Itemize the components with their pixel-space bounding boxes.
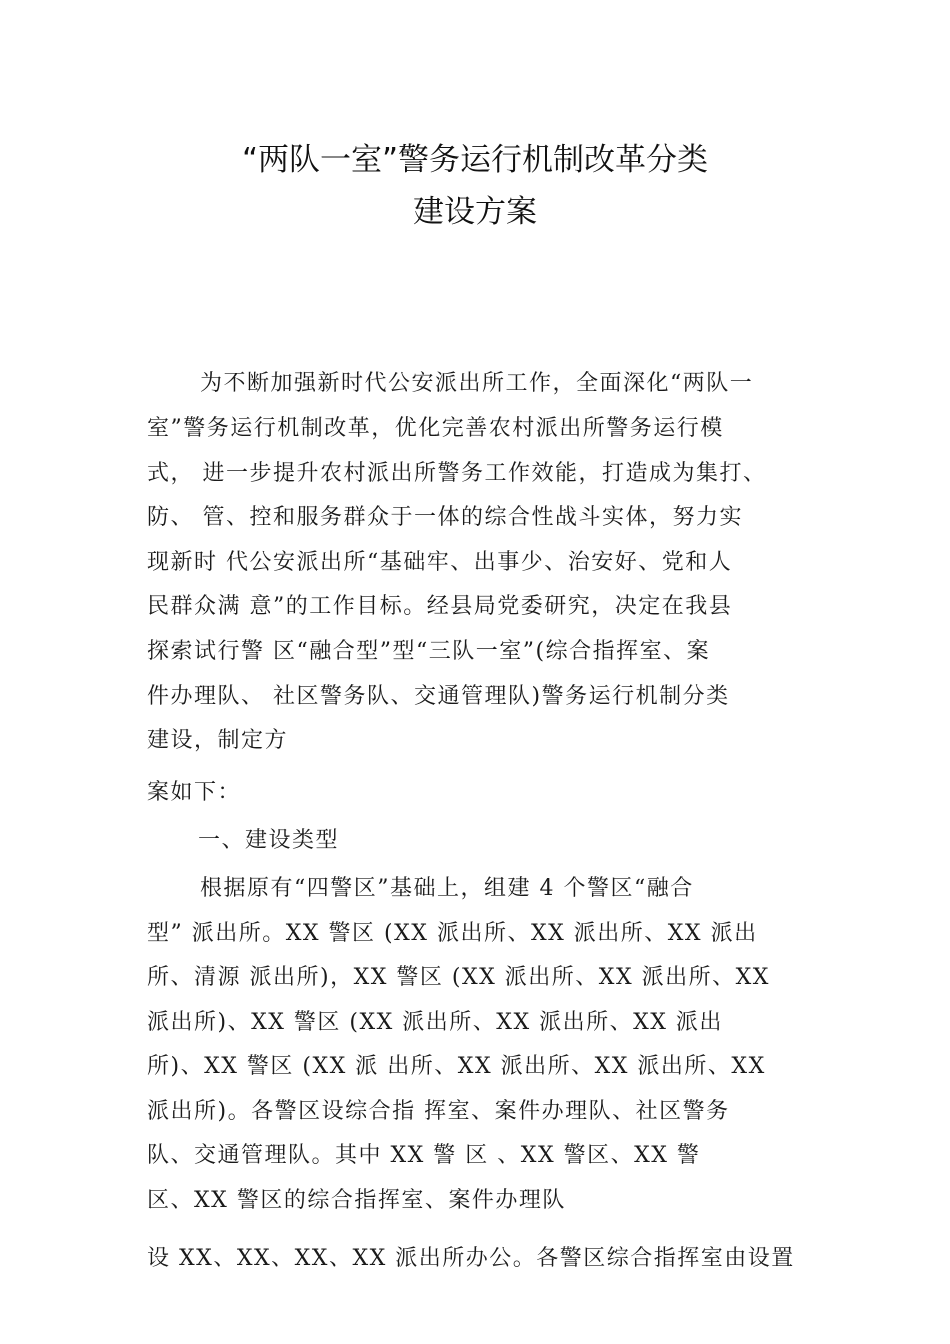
body-line: 现新时 代公安派出所“基础牢、出事少、治安好、党和人: [147, 550, 733, 575]
body-line: 型” 派出所。XX 警区 (XX 派出所、XX 派出所、XX 派出: [147, 921, 758, 946]
body-line: 防、 管、控和服务群众于一体的综合性战斗实体，努力实: [147, 505, 743, 530]
body-line: 设 XX、XX、XX、XX 派出所办公。各警区综合指挥室由设置: [147, 1246, 795, 1271]
body-line: 式， 进一步提升农村派出所警务工作效能，打造成为集打、: [147, 461, 767, 486]
section-heading: 一、建设类型: [198, 828, 340, 853]
body-line: 根据原有“四警区”基础上，组建 4 个警区“融合: [200, 876, 694, 901]
body-line: 案如下：: [147, 780, 242, 805]
body-line: 建设，制定方: [147, 728, 289, 753]
body-line: 探索试行警 区“融合型”型“三队一室”(综合指挥室、案: [147, 639, 711, 664]
body-line: 为不断加强新时代公安派出所工作，全面深化“两队一: [200, 371, 754, 396]
body-line: 室”警务运行机制改革，优化完善农村派出所警务运行模: [147, 416, 724, 441]
document-title-line-1: “两队一室”警务运行机制改革分类: [241, 142, 709, 178]
body-line: 派出所)。各警区设综合指 挥室、案件办理队、社区警务: [147, 1099, 730, 1124]
body-line: 区、XX 警区的综合指挥室、案件办理队: [147, 1188, 566, 1213]
document-title-line-2: 建设方案: [413, 194, 537, 230]
body-line: 所)、XX 警区 (XX 派 出所、XX 派出所、XX 派出所、XX: [147, 1054, 766, 1079]
body-line: 件办理队、 社区警务队、交通管理队)警务运行机制分类: [147, 684, 730, 709]
body-line: 民群众满 意”的工作目标。经县局党委研究，决定在我县: [147, 594, 733, 619]
body-line: 派出所)、XX 警区 (XX 派出所、XX 派出所、XX 派出: [147, 1010, 723, 1035]
body-line: 所、清源 派出所)，XX 警区 (XX 派出所、XX 派出所、XX: [147, 965, 770, 990]
body-line: 队、交通管理队。其中 XX 警 区 、XX 警区、XX 警: [147, 1143, 701, 1168]
